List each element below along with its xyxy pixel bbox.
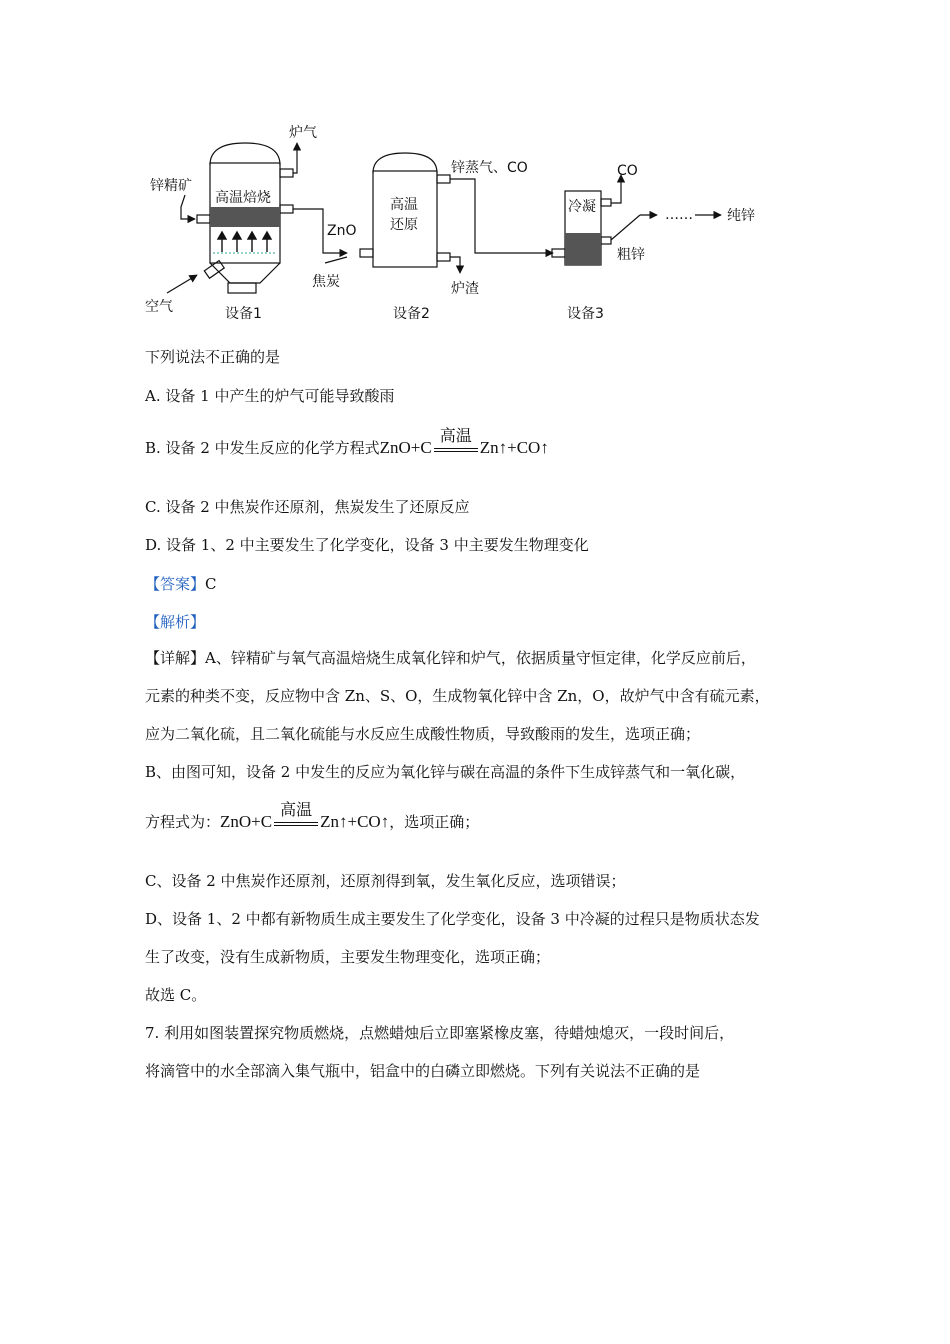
- equation-condition: [434, 428, 478, 460]
- device1-air-inlet: [204, 261, 224, 279]
- analysis-equation-equals: [274, 822, 318, 826]
- device1-dome: [210, 143, 280, 165]
- analysis-line-3: 应为二氧化硫，且二氧化硫能与水反应生成酸性物质，导致酸雨的发生，选项正确；: [145, 725, 701, 743]
- analysis-line-5: [145, 802, 480, 834]
- process-diagram: [135, 115, 815, 330]
- answer-value: C: [205, 575, 217, 593]
- device1-outlet: [280, 205, 293, 213]
- vapor-arrow: [450, 179, 553, 253]
- option-d: D. 设备 1、2 中主要发生了化学变化，设备 3 中主要发生物理变化: [145, 536, 589, 554]
- option-c: C. 设备 2 中焦炭作还原剂，焦炭发生了还原反应: [145, 498, 470, 516]
- label-reduction-top: 高温: [390, 197, 418, 213]
- device2-outlet: [437, 175, 450, 183]
- analysis-line-4: B、由图可知，设备 2 中发生的反应为氧化锌与碳在高温的条件下生成锌蒸气和一氧化碳，: [145, 763, 746, 781]
- ore-arrow: [181, 195, 195, 219]
- label-reduction-bottom: 还原: [390, 217, 418, 233]
- label-slag: 炉渣: [451, 281, 479, 297]
- label-dots: ……: [665, 207, 693, 223]
- process-flow-svg: [135, 115, 815, 330]
- analysis-line-1: [145, 648, 756, 668]
- label-roasting: 高温焙烧: [215, 190, 271, 206]
- device1-cone: [210, 263, 280, 283]
- analysis-equation-left: ZnO+C: [220, 812, 273, 831]
- coke-line: [325, 257, 347, 263]
- air-arrow: [167, 275, 197, 293]
- analysis-line-7: D、设备 1、2 中都有新物质生成主要发生了化学变化，设备 3 中冷凝的过程只是物质状态发: [145, 910, 760, 928]
- equation-condition-text: 高温: [439, 428, 472, 446]
- device1-base: [228, 283, 256, 293]
- label-zinc-ore: 锌精矿: [150, 178, 192, 194]
- label-zinc-vapor: 锌蒸气、CO: [451, 160, 528, 176]
- label-crude-zinc: 粗锌: [617, 247, 645, 263]
- device1-gas-outlet: [280, 169, 293, 177]
- furnace-gas-arrow: [293, 143, 297, 173]
- label-device3: 设备3: [567, 306, 604, 322]
- option-b-equation: [379, 428, 549, 460]
- analysis-equation-condition-text: 高温: [280, 802, 313, 820]
- label-zno: ZnO: [327, 223, 357, 239]
- next-question-line-1: 7. 利用如图装置探究物质燃烧，点燃蜡烛后立即塞紧橡皮塞，待蜡烛熄灭，一段时间后，: [145, 1024, 735, 1042]
- analysis-line-9: 故选 C。: [145, 986, 207, 1004]
- analysis-equation-condition: [274, 802, 318, 834]
- label-coke: 焦炭: [312, 274, 340, 290]
- answer-line: [145, 574, 217, 594]
- device2-inlet: [360, 249, 373, 257]
- analysis-line-2: 元素的种类不变，反应物中含 Zn、S、O，生成物氧化锌中含 Zn，O，故炉气中含有硫元素，: [145, 687, 770, 705]
- co-arrow: [611, 175, 621, 203]
- analysis-equation: [220, 802, 390, 834]
- option-a: A. 设备 1 中产生的炉气可能导致酸雨: [145, 387, 395, 405]
- label-pure-zinc: 纯锌: [727, 208, 755, 224]
- device3-co-outlet: [601, 199, 611, 206]
- question-stem: 下列说法不正确的是: [145, 348, 281, 366]
- analysis-line-6: C、设备 2 中焦炭作还原剂，还原剂得到氧，发生氧化反应，选项错误；: [145, 872, 626, 890]
- analysis-eq-prefix: 方程式为：: [145, 813, 221, 832]
- device3-zinc-outlet: [601, 237, 611, 244]
- analysis-label: 【解析】: [145, 613, 206, 631]
- zinc-line: [611, 215, 640, 240]
- option-b-text: B. 设备 2 中发生反应的化学方程式: [145, 439, 380, 458]
- label-furnace-gas: 炉气: [289, 125, 317, 141]
- roasting-bed: [210, 207, 280, 227]
- label-device1: 设备1: [225, 306, 262, 322]
- label-air: 空气: [145, 299, 173, 315]
- answer-label: 【答案】: [145, 575, 206, 593]
- analysis-text-1: A、锌精矿与氧气高温焙烧生成氧化锌和炉气，依据质量守恒定律，化学反应前后，: [205, 649, 756, 667]
- device2-slag-outlet: [437, 253, 450, 261]
- option-b: [145, 428, 549, 460]
- label-co: CO: [617, 163, 638, 179]
- device2-dome: [373, 153, 437, 173]
- equation-right: Zn↑+CO↑: [479, 438, 549, 457]
- device1-inlet: [197, 215, 210, 223]
- next-question-line-2: 将滴管中的水全部滴入集气瓶中，铝盒中的白磷立即燃烧。下列有关说法不正确的是: [145, 1062, 701, 1080]
- slag-arrow: [450, 257, 460, 273]
- device3-inlet: [552, 249, 565, 257]
- analysis-line-8: 生了改变，没有生成新物质，主要发生物理变化，选项正确；: [145, 948, 551, 966]
- analysis-eq-suffix: ，选项正确；: [389, 813, 480, 832]
- detail-label: 【详解】: [145, 649, 206, 667]
- label-condense: 冷凝: [568, 199, 596, 215]
- label-device2: 设备2: [393, 306, 430, 322]
- crude-zinc-layer: [565, 233, 601, 265]
- equation-equals: [434, 448, 478, 452]
- analysis-equation-right: Zn↑+CO↑: [320, 812, 390, 831]
- equation-left: ZnO+C: [379, 438, 432, 457]
